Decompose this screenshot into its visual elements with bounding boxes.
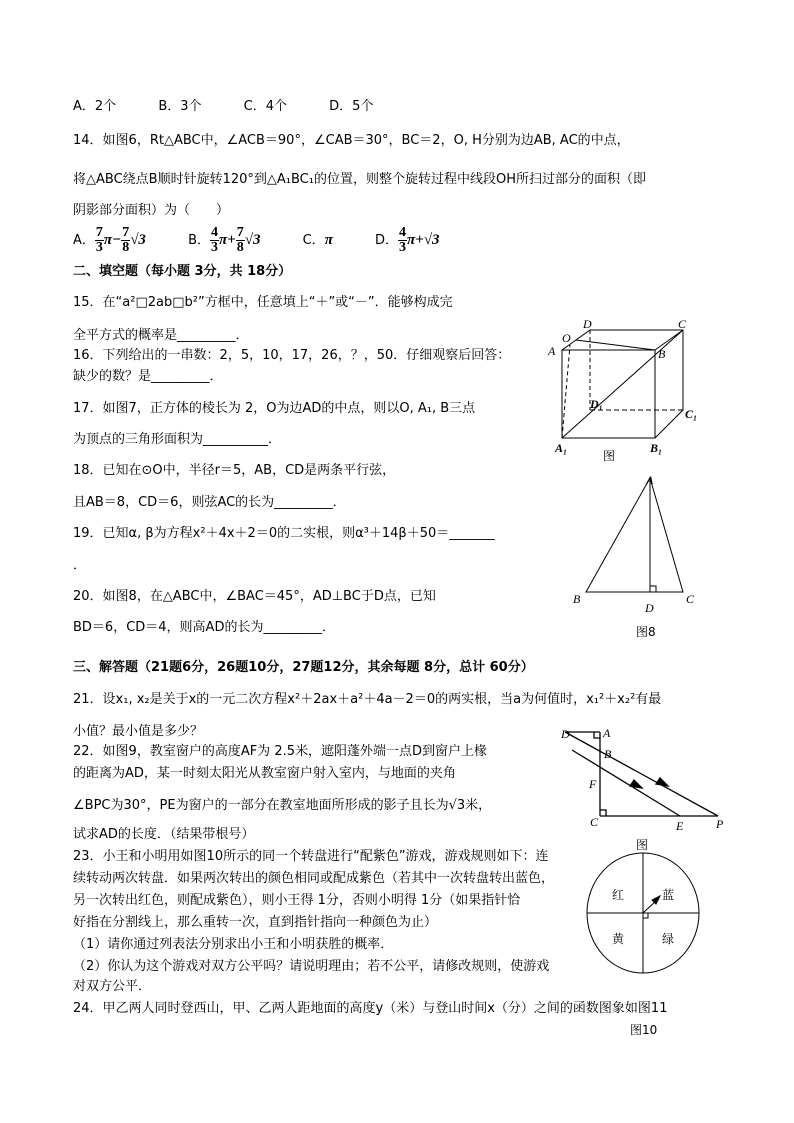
q15-line1: 15．在“a²□2ab□b²”方框中，任意填上“＋”或“－”．能够构成完	[73, 295, 453, 310]
section-fill-in-heading: 二、填空题（每小题 3分，共 18分）	[73, 264, 292, 279]
fig9-label-p: P	[716, 817, 724, 831]
q22-line2: 的距离为AD，某一时刻太阳光从教室窗户射入室内，与地面的夹角	[73, 766, 456, 781]
q16-line1: 16．下列给出的一串数：2，5，10，17，26，？，50．仔细观察后回答：	[73, 348, 511, 363]
fig7-caption: 图	[603, 449, 616, 463]
fig9-label-c: C	[590, 815, 599, 829]
q18-line2: 且AB＝8，CD＝6，则弦AC的长为_________．	[73, 495, 346, 510]
q23-line2: 续转动两次转盘．如果两次转出的颜色相同或配成紫色（若其中一次转盘转出蓝色，	[73, 871, 555, 886]
figure-8-triangle	[586, 478, 683, 592]
q13-option-c: C．4个	[243, 99, 288, 114]
fig7-label-c: C	[678, 317, 687, 331]
spinner-pointer-icon	[652, 896, 660, 904]
q23-line4: 好指在分割线上，那么重转一次，直到指针指向一种颜色为止）	[73, 915, 438, 930]
fig8-caption: 图8	[636, 625, 656, 639]
section-solve-heading: 三、解答题（21题6分，26题10分，27题12分，其余每题 8分，总计 60分）	[73, 660, 534, 675]
fig7-label-o: O	[562, 331, 571, 345]
q24-line1: 24．甲乙两人同时登西山，甲、乙两人距地面的高度y（米）与登山时间x（分）之间的函数图象如图11	[73, 1001, 668, 1016]
q23-part2: （2）你认为这个游戏对双方公平吗？请说明理由；若不公平，请修改规则，使游戏	[73, 959, 550, 974]
q14-line3: 阴影部分面积）为（ ）	[73, 203, 230, 218]
q14-option-a: A． $\frac{7}{3}$ π− $\frac{7}{8}$ √3	[73, 225, 146, 255]
fig7-label-b: B	[658, 347, 666, 361]
q23-line1: 23．小王和小明用如图10所示的同一个转盘进行“配紫色”游戏，游戏规则如下：连	[73, 849, 549, 864]
q23-part2-cont: 对双方公平．	[73, 979, 152, 994]
q13-option-a: A．2个	[73, 99, 117, 114]
fig10-sector-blue: 蓝	[662, 888, 675, 902]
q19-line2: ．	[73, 558, 87, 573]
q14-line1: 14．如图6，Rt△ABC中，∠ACB＝90°，∠CAB＝30°，BC＝2，O, H分别为边AB, AC的中点，	[73, 133, 630, 148]
fig9-label-b: B	[604, 747, 612, 761]
q14-option-b: B． $\frac{4}{3}$ π+ $\frac{7}{8}$ √3	[188, 225, 261, 255]
fig8-label-d: D	[645, 601, 654, 615]
q13-option-b: B．3个	[158, 99, 202, 114]
q17-line1: 17．如图7，正方体的棱长为 2，O为边AD的中点，则以O, A₁, B三点	[73, 401, 476, 416]
fig7-label-a: A	[548, 344, 556, 358]
q19-line1: 19．已知α, β为方程x²＋4x＋2＝0的二实根，则α³＋14β＋50＝_______	[73, 526, 495, 541]
q14-option-c: C．π	[302, 232, 333, 248]
fig10-sector-green: 绿	[662, 932, 675, 946]
q18-line1: 18．已知在⊙O中，半径r＝5，AB，CD是两条平行弦，	[73, 463, 396, 478]
q21-line2: 小值？最小值是多少？	[73, 724, 204, 739]
fig9-caption: 图	[636, 838, 649, 852]
q20-line2: BD＝6，CD＝4，则高AD的长为_________．	[73, 620, 335, 635]
fig10-sector-red: 红	[612, 888, 625, 902]
fig10-caption: 图10	[630, 1023, 658, 1037]
fig9-label-f: F	[589, 777, 597, 791]
fig10-sector-yellow: 黄	[612, 932, 625, 946]
figure-9-window	[565, 732, 718, 816]
q23-line3: 另一次转出红色，则配成紫色），则小王得 1分，否则小明得 1分（如果指针恰	[73, 893, 521, 908]
fig9-label-d: D	[561, 727, 570, 741]
q16-line2: 缺少的数？是_________．	[73, 369, 223, 384]
fig8-label-c: C	[686, 592, 695, 606]
fig9-label-a: A	[603, 726, 611, 740]
q15-line2: 全平方式的概率是_________．	[73, 328, 249, 343]
figure-10-spinner	[587, 853, 699, 973]
q13-option-d: D．5个	[329, 99, 374, 114]
q14-line2: 将△ABC绕点B顺时针旋转120°到△A₁BC₁的位置，则整个旋转过程中线段OH所扫过部分的面积（即	[73, 172, 646, 187]
q14-option-d: D． $\frac{4}{3}$ π+√3	[375, 225, 440, 255]
q22-line3: ∠BPC为30°，PE为窗户的一部分在教室地面所形成的影子且长为√3米，	[73, 798, 492, 813]
fig7-label-c1: C₁	[685, 407, 698, 421]
q21-line1: 21．设x₁, x₂是关于x的一元二次方程x²＋2ax＋a²＋4a－2＝0的两实根，当a为何值时，x₁²＋x₂²有最	[73, 692, 662, 707]
q20-line1: 20．如图8，在△ABC中，∠BAC＝45°，AD⊥BC于D点，已知	[73, 589, 436, 604]
q23-part1: （1）请你通过列表法分别求出小王和小明获胜的概率．	[73, 937, 394, 952]
q22-line4: 试求AD的长度．（结果带根号）	[73, 827, 255, 842]
q17-line2: 为顶点的三角形面积为__________．	[73, 432, 282, 447]
fig7-label-b1: B₁	[650, 441, 663, 455]
fig7-label-a1: A₁	[555, 441, 568, 455]
q22-line1: 22．如图9，教室窗户的高度AF为 2.5米，遮阳蓬外端一点D到窗户上椽	[73, 744, 488, 759]
fig8-label-b: B	[573, 592, 581, 606]
fig7-label-d1: D₁	[590, 397, 603, 411]
fig7-label-d: D	[583, 317, 592, 331]
fig9-label-e: E	[676, 819, 684, 833]
fig8-label-a: A	[646, 473, 654, 487]
